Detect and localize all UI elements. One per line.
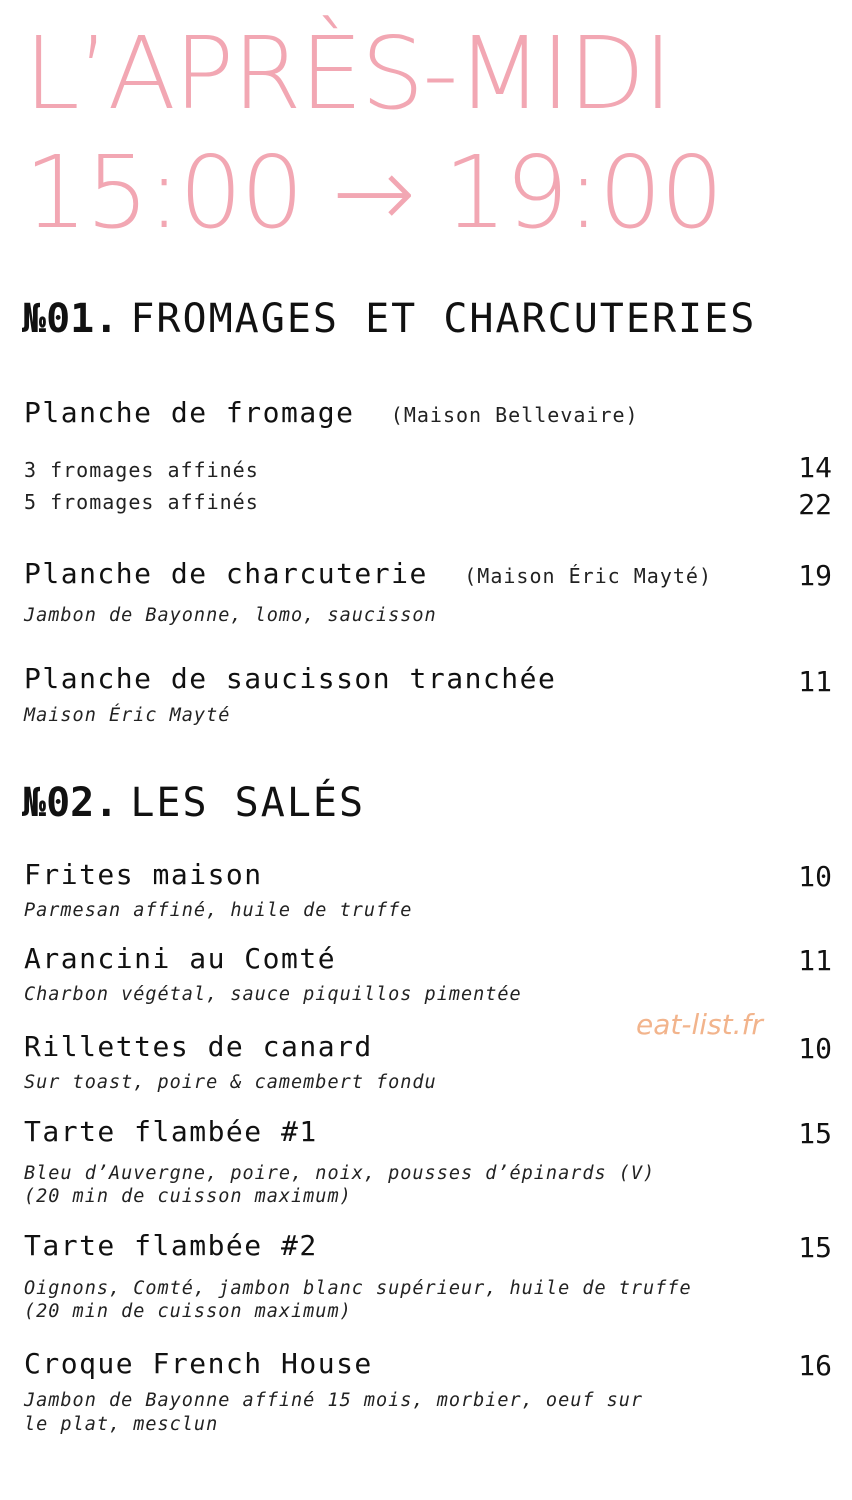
section-title: LES SALÉS <box>130 780 366 826</box>
item-price: 15 <box>798 1231 832 1264</box>
item-rillettes: Rillettes de canard <box>24 1030 373 1063</box>
item-description: Maison Éric Mayté <box>24 705 231 726</box>
item-description: Sur toast, poire & camembert fondu <box>24 1072 437 1093</box>
item-name: Planche de fromage <box>24 396 355 429</box>
item-price: 11 <box>798 944 832 977</box>
item-price: 19 <box>798 559 832 592</box>
item-croque: Croque French House <box>24 1347 373 1380</box>
section-number: №02. <box>22 780 119 826</box>
item-description: Charbon végétal, sauce piquillos pimentée <box>24 984 522 1005</box>
item-price: 16 <box>798 1349 832 1382</box>
item-arancini: Arancini au Comté <box>24 942 337 975</box>
item-note: (20 min de cuisson maximum) <box>24 1186 352 1207</box>
option-label: 3 fromages affinés <box>24 458 259 482</box>
item-description: Oignons, Comté, jambon blanc supérieur, huile de truffe <box>24 1278 692 1299</box>
item-price: 11 <box>798 665 832 698</box>
item-price: 10 <box>798 1032 832 1065</box>
section-heading-sales <box>22 780 365 826</box>
item-price: 10 <box>798 860 832 893</box>
item-description-line2: le plat, mesclun <box>24 1414 219 1435</box>
option-price: 14 <box>798 451 832 484</box>
item-note: (20 min de cuisson maximum) <box>24 1301 352 1322</box>
menu-title: L’APRÈS-MIDI <box>24 15 671 132</box>
item-name: Planche de charcuterie <box>24 557 428 590</box>
item-tarte-flambee-1: Tarte flambée #1 <box>24 1115 318 1148</box>
item-planche-fromage <box>24 396 639 429</box>
item-description: Jambon de Bayonne affiné 15 mois, morbier, oeuf sur <box>24 1390 644 1411</box>
section-title: FROMAGES ET CHARCUTERIES <box>130 296 757 342</box>
option-label: 5 fromages affinés <box>24 490 259 514</box>
menu-hours: 15:00 → 19:00 <box>24 134 722 251</box>
item-tarte-flambee-2: Tarte flambée #2 <box>24 1229 318 1262</box>
watermark: eat-list.fr <box>636 1008 763 1041</box>
item-planche-charcuterie <box>24 557 712 590</box>
item-planche-saucisson: Planche de saucisson tranchée <box>24 662 557 695</box>
item-description: Bleu d’Auvergne, poire, noix, pousses d’épinards (V) <box>24 1163 656 1184</box>
item-price: 15 <box>798 1117 832 1150</box>
option-price: 22 <box>798 488 832 521</box>
item-description: Jambon de Bayonne, lomo, saucisson <box>24 605 437 626</box>
section-number: №01. <box>22 296 119 342</box>
item-maker: (Maison Bellevaire) <box>390 403 639 427</box>
item-frites: Frites maison <box>24 858 263 891</box>
item-maker: (Maison Éric Mayté) <box>464 564 713 588</box>
item-description: Parmesan affiné, huile de truffe <box>24 900 413 921</box>
section-heading-fromages <box>22 296 756 342</box>
